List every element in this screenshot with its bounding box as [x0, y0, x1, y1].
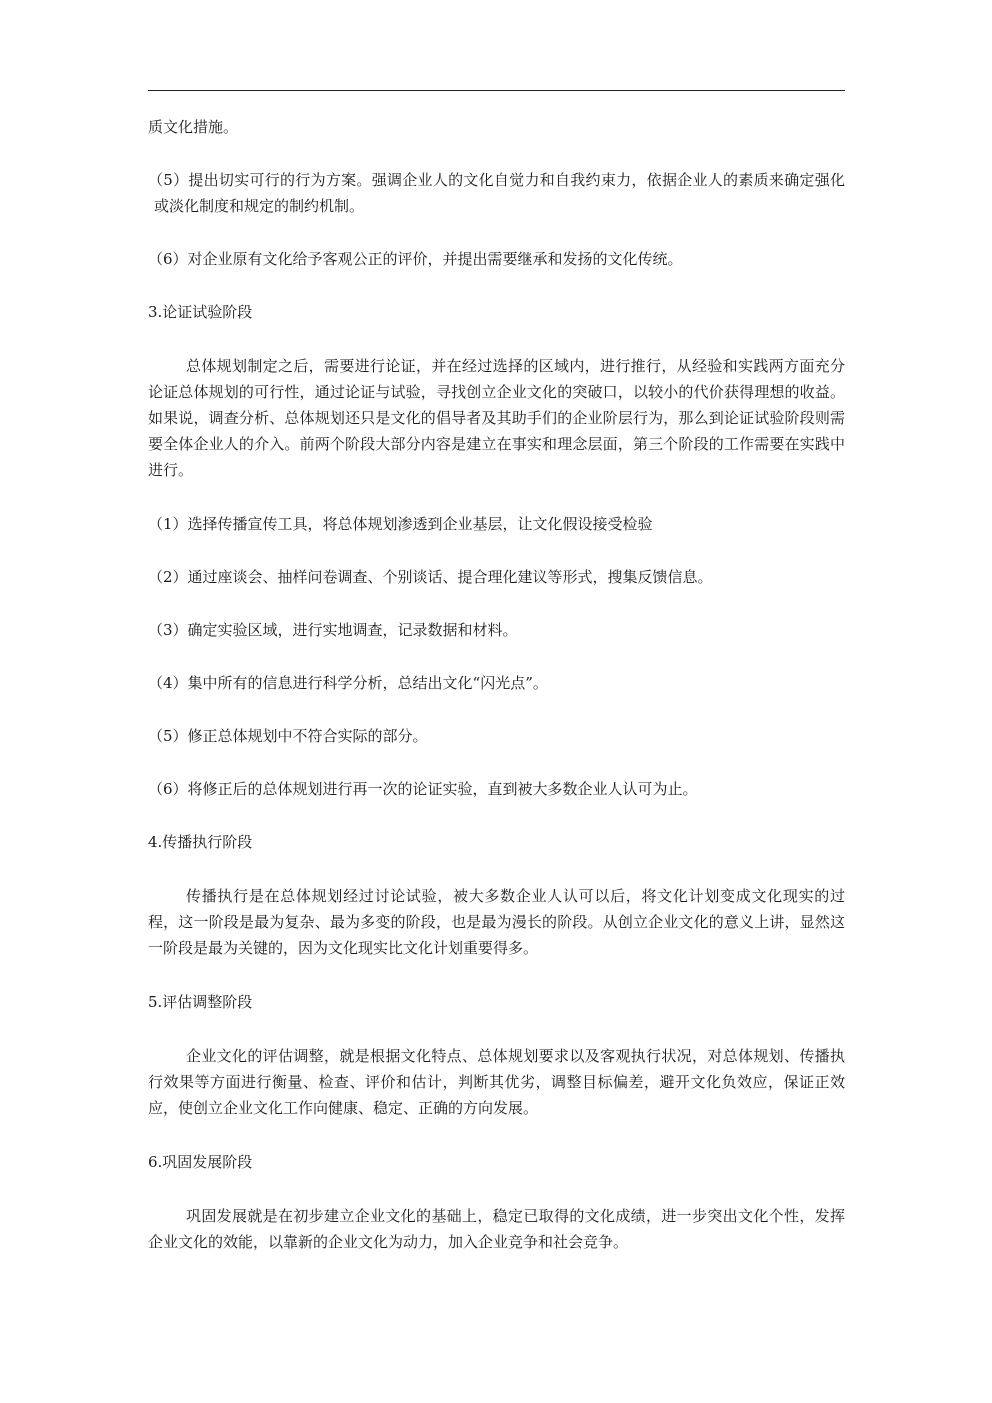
continuation-text: 质文化措施。: [148, 118, 239, 136]
list-item: （1）选择传播宣传工具，将总体规划渗透到企业基层，让文化假设接受检验: [148, 515, 653, 533]
list-item: （6）对企业原有文化给予客观公正的评价，并提出需要继承和发扬的文化传统。: [148, 250, 683, 268]
document-body: [148, 114, 845, 1255]
list-item: （5）修正总体规划中不符合实际的部分。: [148, 727, 428, 745]
list-item: （3）确定实验区域，进行实地调查，记录数据和材料。: [148, 621, 518, 639]
body-paragraph: 总体规划制定之后，需要进行论证，并在经过选择的区域内，进行推行，从经验和实践两方面充分论证总体规划的可行性，通过论证与试验，寻找创立企业文化的突破口，以较小的代价获得理想的收益。如果说，调查分析、总体规划还只是文化的倡导者及其助手们的企业阶层行为，那么到论证试验阶段则需要全体企业人的介入。前两个阶段大部分内容是建立在事实和理念层面，第三个阶段的工作需要在实践中进行。: [148, 357, 845, 479]
section-heading: 6.巩固发展阶段: [148, 1153, 253, 1171]
section-heading: 5.评估调整阶段: [148, 993, 253, 1011]
list-item: （4）集中所有的信息进行科学分析，总结出文化“闪光点”。: [148, 674, 548, 692]
section-heading: 4.传播执行阶段: [148, 833, 253, 851]
list-item: （5）提出切实可行的行为方案。强调企业人的文化自觉力和自我约束力，依据企业人的素质来确定强化或淡化制度和规定的制约机制。: [148, 171, 845, 215]
section-heading: 3.论证试验阶段: [148, 303, 253, 321]
body-paragraph: 企业文化的评估调整，就是根据文化特点、总体规划要求以及客观执行状况，对总体规划、传播执行效果等方面进行衡量、检查、评价和估计，判断其优劣，调整目标偏差，避开文化负效应，保证正效应，使创立企业文化工作向健康、稳定、正确的方向发展。: [148, 1047, 845, 1117]
body-paragraph: 巩固发展就是在初步建立企业文化的基础上，稳定已取得的文化成绩，进一步突出文化个性，发挥企业文化的效能，以靠新的企业文化为动力，加入企业竞争和社会竞争。: [148, 1207, 845, 1251]
list-item: （2）通过座谈会、抽样问卷调查、个别谈话、提合理化建议等形式，搜集反馈信息。: [148, 568, 713, 586]
header-rule: [148, 90, 845, 91]
list-item: （6）将修正后的总体规划进行再一次的论证实验，直到被大多数企业人认可为止。: [148, 780, 698, 798]
body-paragraph: 传播执行是在总体规划经过讨论试验，被大多数企业人认可以后，将文化计划变成文化现实的过程，这一阶段是最为复杂、最为多变的阶段，也是最为漫长的阶段。从创立企业文化的意义上讲，显然这一阶段是最为关键的，因为文化现实比文化计划重要得多。: [148, 887, 845, 957]
